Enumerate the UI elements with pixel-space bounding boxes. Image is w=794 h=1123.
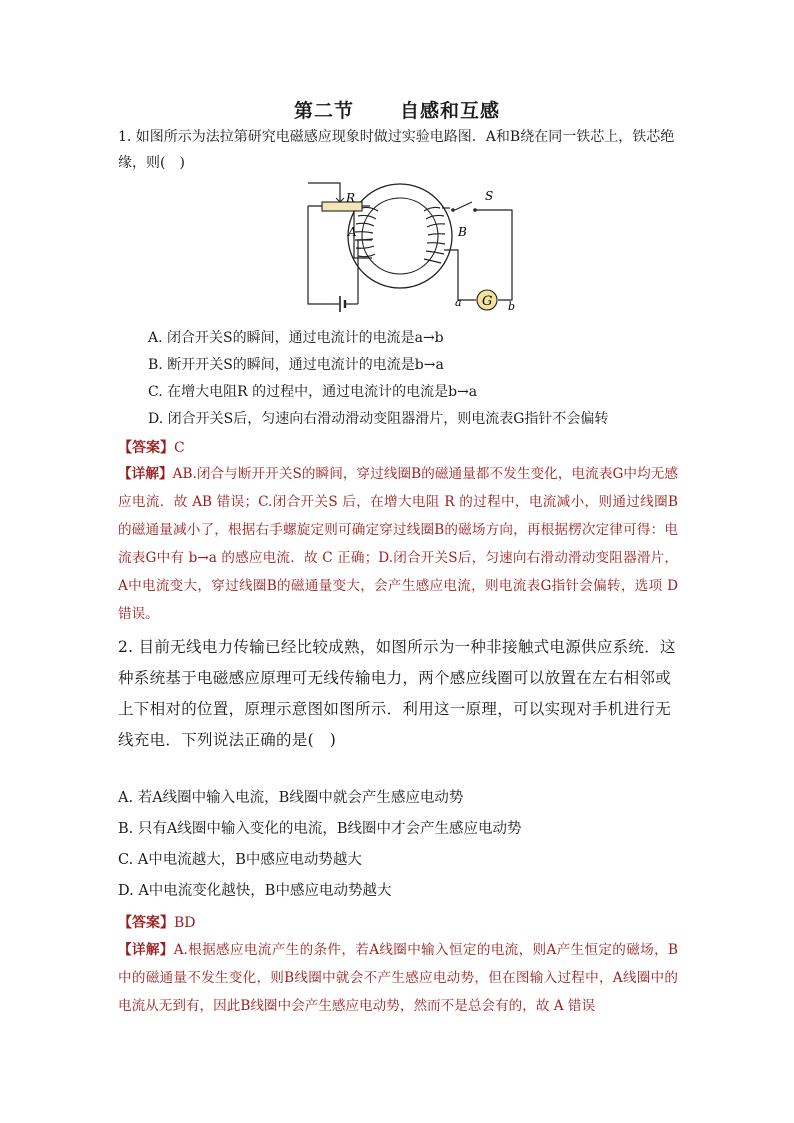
- q1-option-b: B. 断开开关S的瞬间，通过电流计的电流是b→a: [148, 357, 444, 373]
- circuit-diagram: [300, 178, 525, 313]
- section-number: 第二节: [293, 100, 354, 122]
- section-title: [0, 96, 794, 123]
- q1-answer: 【答案】C: [118, 440, 185, 456]
- q2-answer: 【答案】BD: [118, 915, 196, 931]
- label-b: b: [508, 300, 516, 313]
- iron-core-outer: [348, 184, 452, 288]
- label-R: R: [346, 191, 356, 205]
- switch-blade: [455, 202, 472, 210]
- circuit-wire: [308, 206, 328, 304]
- section-name: 自感和互感: [400, 100, 501, 122]
- rheostat-body: [322, 202, 362, 211]
- label-S: S: [485, 189, 494, 203]
- circuit-wire: [308, 183, 340, 202]
- label-G: G: [482, 294, 493, 309]
- question-1-stem: 1. 如图所示为法拉第研究电磁感应现象时做过实验电路图．A和B绕在同一铁芯上，铁芯绝缘，则( ): [118, 129, 675, 171]
- q2-explanation: 【详解】A.根据感应电流产生的条件，若A线圈中输入恒定的电流，则A产生恒定的磁场，B中的磁通量不发生变化，则B线圈中就会不产生感应电动势，但在图输入过程中，A线圈中的电流从无到有，因此B线圈中会产生感应电动势，然而不是总会有的，故 A 错误: [118, 942, 678, 1014]
- label-B: B: [458, 225, 467, 239]
- q1-option-c: C. 在增大电阻R 的过程中，通过电流计的电流是b→a: [148, 384, 478, 400]
- q2-option-b: B. 只有A线圈中输入变化的电流，B线圈中才会产生感应电动势: [118, 821, 522, 837]
- label-A: A: [348, 225, 357, 239]
- q1-explanation: 【详解】AB.闭合与断开开关S的瞬间，穿过线圈B的磁通量都不发生变化，电流表G中均无感应电流．故 AB 错误；C.闭合开关S 后，在增大电阻 R 的过程中，电流减小，则通过线圈B的磁通量减小了，根据右手螺旋定则可确定穿过线圈B的磁场方向，再根据楞次定律可得：电流表G中有 b→a 的感应电流．故 C 正确；D.闭合开关S后，匀速向右滑动滑动变阻器滑片，A中电流变大，穿过线圈B的磁通量变大，会产生感应电流，则电流表G指针会偏转，选项 D 错误。: [118, 466, 678, 622]
- label-a: a: [455, 296, 462, 309]
- q2-option-c: C. A中电流越大，B中感应电动势越大: [118, 852, 362, 868]
- question-2-stem: 2. 目前无线电力传输已经比较成熟，如图所示为一种非接触式电源供应系统．这种系统基于电磁感应原理可无线传输电力，两个感应线圈可以放置在左右相邻或上下相对的位置，原理示意图如图所示．利用这一原理，可以实现对手机进行无线充电．下列说法正确的是( ): [118, 638, 676, 749]
- q2-option-d: D. A中电流变化越快，B中感应电动势越大: [118, 883, 392, 899]
- q1-option-a: A. 闭合开关S的瞬间，通过电流计的电流是a→b: [148, 330, 444, 346]
- q2-option-a: A. 若A线圈中输入电流，B线圈中就会产生感应电动势: [118, 790, 464, 806]
- q1-option-d: D. 闭合开关S后，匀速向右滑动滑动变阻器滑片，则电流表G指针不会偏转: [148, 411, 609, 427]
- rheostat-slider: [336, 194, 344, 202]
